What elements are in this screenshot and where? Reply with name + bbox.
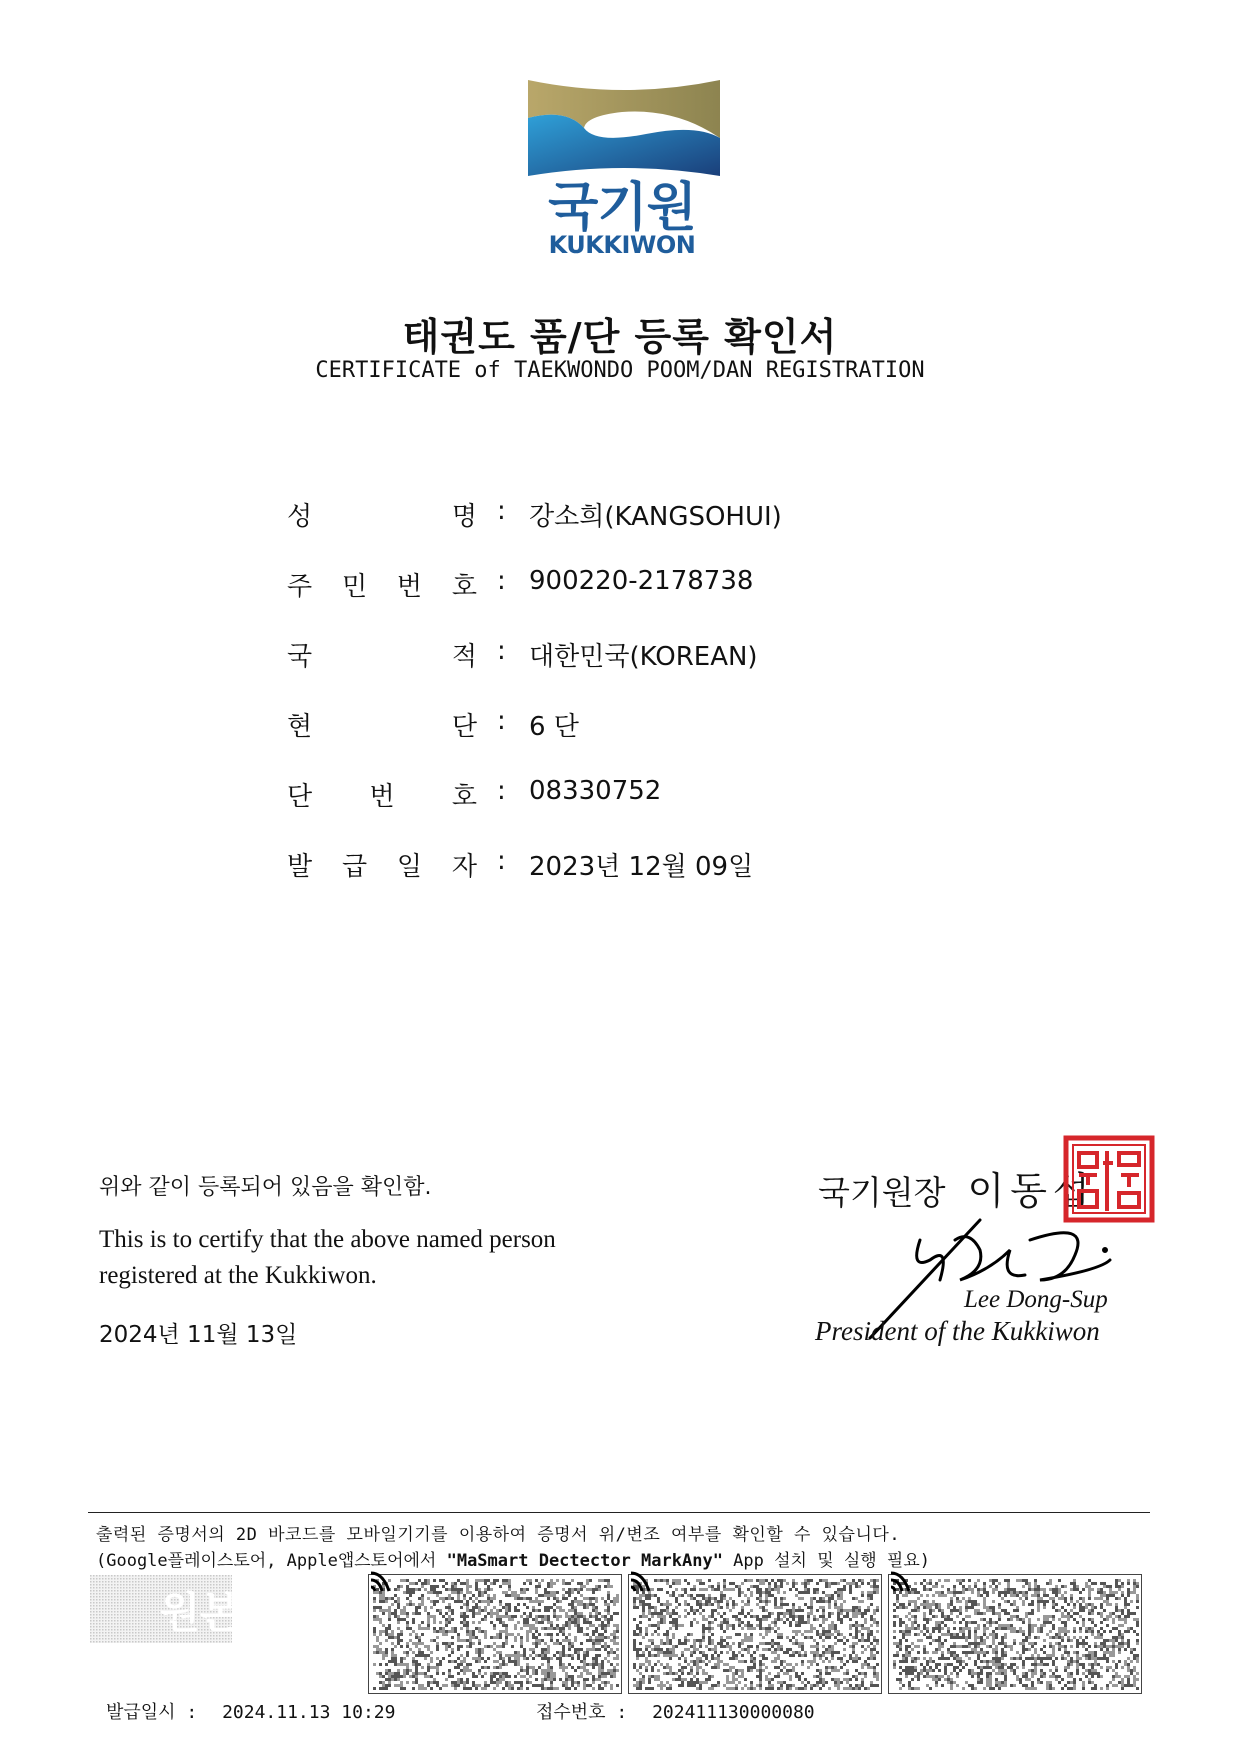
president-role-english: President of the Kukkiwon [815,1316,1100,1346]
logo-korean-text: 국기원 [548,178,696,238]
scan-icon [629,1567,655,1593]
field-value: 900220-2178738 [529,566,754,596]
2d-barcode-pattern [889,1575,1141,1693]
2d-barcode [628,1574,882,1694]
field-label-char: 단 [451,712,477,742]
field-label-char: 단 [287,782,313,812]
field-label-char: 번 [369,782,395,812]
certify-statement-korean: 위와 같이 등록되어 있음을 확인함. [99,1175,432,1200]
field-row [287,846,987,916]
issued-label: 발급일시 : [106,1702,198,1723]
field-value: 2023년 12월 09일 [529,852,754,882]
field-label-char: 호 [451,572,477,602]
president-name-english: Lee Dong-Sup [964,1286,1108,1313]
field-colon: : [497,776,506,806]
field-label-char: 주 [287,572,313,602]
kukkiwon-logo-icon [526,78,722,178]
barcode-notice: 출력된 증명서의 2D 바코드를 모바일기기를 이용하여 증명서 위/변조 여부를 확인할 수 있습니다. [96,1525,901,1545]
original-copy-mark-text: 원본 [159,1588,241,1637]
footer-divider [88,1512,1150,1513]
registration-fields [287,496,987,916]
field-colon: : [497,496,506,526]
field-value: 6 단 [529,712,579,742]
field-label [287,846,477,883]
app-notice-suffix: App 설치 및 실행 필요) [722,1551,931,1571]
2d-barcode [888,1574,1142,1694]
field-colon: : [497,846,506,876]
receipt-number [536,1698,815,1724]
document-title-korean: 태권도 품/단 등록 확인서 [402,315,838,359]
certify-statement-english: This is to certify that the above named person registered at the Kukkiwon. [99,1226,556,1289]
document-title-english: CERTIFICATE of TAEKWONDO POOM/DAN REGISTRATION [315,358,925,383]
field-value: 강소희(KANGSOHUI) [529,502,782,532]
field-label-char: 자 [451,852,477,882]
logo-english-text: KUKKIWON [548,231,696,259]
field-colon: : [497,706,506,736]
issued-datetime [106,1698,395,1724]
field-label-char: 현 [287,712,313,742]
2d-barcode [368,1574,622,1694]
2d-barcode-pattern [629,1575,881,1693]
field-row [287,496,987,566]
app-notice [96,1546,930,1571]
field-label [287,566,477,603]
app-notice-prefix: (Google플레이스토어, Apple앱스토어에서 [96,1551,447,1571]
field-label-char: 적 [451,642,477,672]
field-value: 08330752 [529,776,662,806]
field-label [287,636,477,673]
kukkiwon-logo [520,78,720,259]
field-row [287,636,987,706]
field-label-char: 명 [451,502,477,532]
field-colon: : [497,636,506,666]
receipt-value: 202411130000080 [652,1702,815,1723]
issued-value: 2024.11.13 10:29 [222,1702,396,1723]
app-notice-app-name: "MaSmart Dectector MarkAny" [446,1551,723,1571]
president-name-korean: 이동섭 [967,1169,1096,1213]
scan-icon [369,1567,395,1593]
field-label-char: 번 [396,572,423,602]
field-label [287,496,477,533]
field-label-char: 국 [287,642,313,672]
field-row [287,776,987,846]
field-row [287,706,987,776]
field-label-char: 발 [287,852,313,882]
field-value: 대한민국(KOREAN) [529,642,758,672]
field-label-char: 민 [341,572,368,602]
field-row [287,566,987,636]
president-title-korean: 국기원장 [818,1173,946,1212]
field-colon: : [497,566,506,596]
receipt-label: 접수번호 : [536,1702,628,1723]
field-label-char: 호 [451,782,477,812]
scan-icon [889,1567,915,1593]
field-label-char: 급 [341,852,368,882]
2d-barcode-pattern [369,1575,621,1693]
president-title [818,1160,1096,1215]
field-label [287,706,477,743]
original-copy-mark [90,1575,241,1643]
field-label [287,776,477,813]
field-label-char: 성 [287,502,313,532]
certify-date: 2024년 11월 13일 [99,1322,298,1348]
field-label-char: 일 [396,852,423,882]
